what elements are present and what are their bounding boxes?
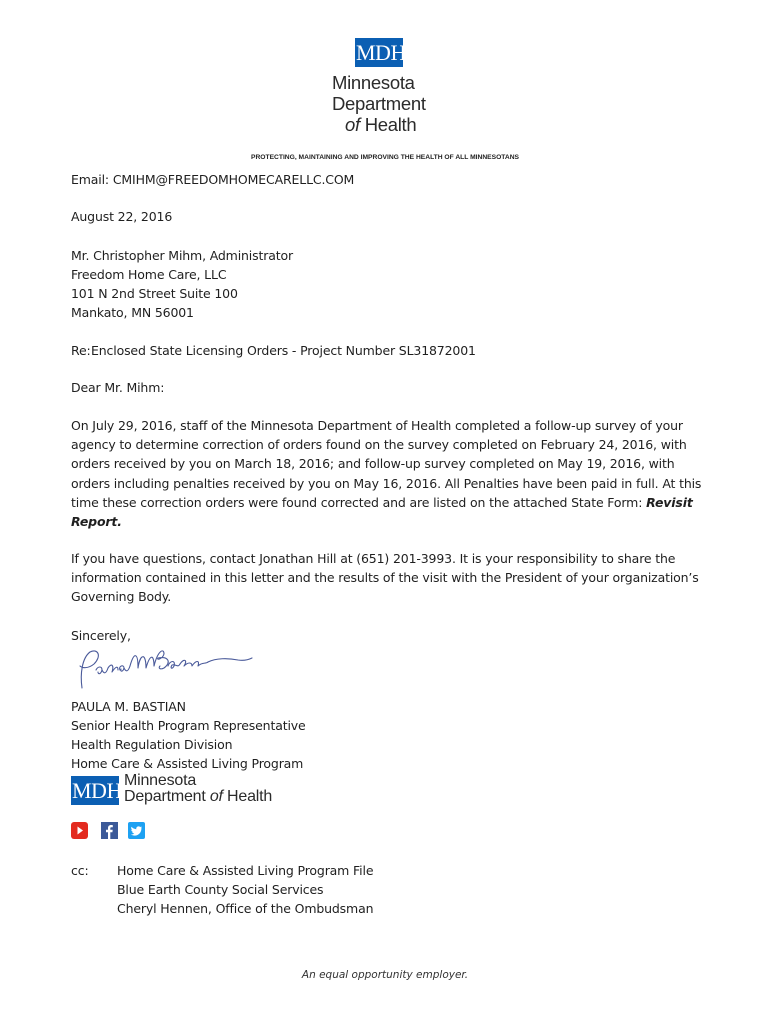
recipient-name: Mr. Christopher Mihm, Administrator [71, 248, 293, 263]
cc-item: Blue Earth County Social Services [117, 882, 324, 898]
cc-item: Cheryl Hennen, Office of the Ombudsman [117, 901, 374, 917]
signer-program: Home Care & Assisted Living Program [71, 756, 304, 771]
body-p1-line: agency to determine correction of orders found on the survey completed on February 24, 2016, with [71, 437, 687, 453]
signer-name: PAULA M. BASTIAN [71, 699, 186, 714]
twitter-icon[interactable] [128, 822, 145, 839]
logo-health: Health [364, 114, 417, 135]
footer-logo-of: of [209, 788, 223, 805]
logo-line-of-health [345, 114, 472, 135]
signer-division: Health Regulation Division [71, 737, 233, 752]
salutation: Dear Mr. Mihm: [71, 380, 165, 395]
revisit-emphasis: Revisit [646, 494, 693, 510]
body-p2-line: If you have questions, contact Jonathan Hill at (651) 201-3993. It is your responsibility to share the [71, 551, 676, 566]
closing: Sincerely, [71, 628, 131, 643]
youtube-icon[interactable] [71, 822, 88, 839]
footer-logo-department: Department [124, 788, 210, 805]
recipient-city: Mankato, MN 56001 [71, 305, 194, 320]
cc-item: Home Care & Assisted Living Program File [117, 863, 374, 878]
facebook-icon[interactable] [101, 822, 118, 839]
cc-list [117, 861, 373, 919]
body-p1-line: On July 29, 2016, staff of the Minnesota Department of Health completed a follow-up survey of your [71, 418, 683, 433]
recipient-company: Freedom Home Care, LLC [71, 267, 227, 282]
body-p1-line-5-text: time these correction orders were found corrected and are listed on the attached State Form: [71, 494, 647, 510]
mdh-logo-header [332, 38, 472, 135]
footer-logo-health: Health [222, 788, 273, 805]
body-p2-line: information contained in this letter and the results of the visit with the President of your organization’s [71, 570, 699, 586]
body-p2-line: Governing Body. [71, 589, 172, 605]
letter-date: August 22, 2016 [71, 209, 173, 224]
body-p1-line-5 [71, 493, 711, 512]
recipient-street: 101 N 2nd Street Suite 100 [71, 286, 238, 301]
body-paragraph-1 [71, 416, 711, 531]
footer-equal-opportunity: An equal opportunity employer. [301, 969, 469, 981]
mdh-logo-box: MDH [356, 40, 406, 65]
signature-image [68, 644, 258, 692]
logo-line-department: Department [332, 93, 426, 114]
header-tagline: PROTECTING, MAINTAINING AND IMPROVING THE HEALTH OF ALL MINNESOTANS [251, 154, 519, 161]
re-label: Re: [71, 343, 91, 358]
cc-label: cc: [71, 863, 89, 878]
footer-logo-line1: Minnesota [124, 772, 197, 789]
footer-logo-line2 [124, 789, 272, 805]
body-p1-line: orders including penalties received by you on May 16, 2016. All Penalties have been paid in full. At this [71, 475, 702, 491]
mdh-logo-box-small: MDH [72, 778, 122, 803]
body-paragraph-2 [71, 549, 711, 607]
body-p1-line: orders received by you on March 18, 2016; and follow-up survey completed on May 19, 2016, with [71, 456, 675, 472]
email-line: Email: CMIHM@FREEDOMHOMECARELLC.COM [71, 172, 355, 187]
logo-of: of [345, 114, 360, 135]
re-subject: Enclosed State Licensing Orders - Project Number SL31872001 [91, 343, 476, 358]
report-emphasis: Report. [71, 514, 122, 530]
logo-line-minnesota: Minnesota [332, 72, 415, 93]
signer-title: Senior Health Program Representative [71, 718, 306, 733]
